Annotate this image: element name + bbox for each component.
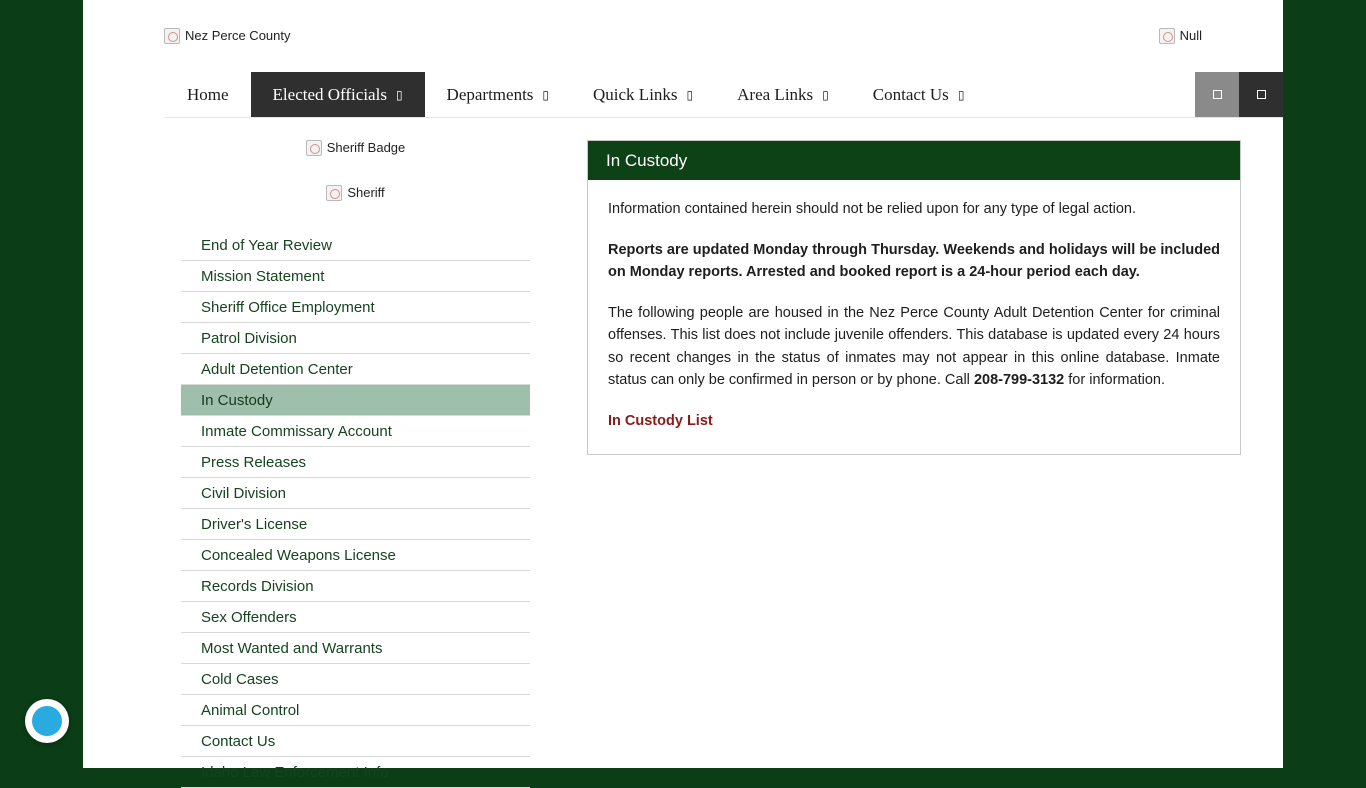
chevron-down-icon: ▯ bbox=[822, 87, 829, 102]
nav-search-button[interactable] bbox=[1195, 72, 1239, 117]
nav-item-contact-us[interactable] bbox=[851, 72, 987, 117]
accessibility-button[interactable] bbox=[25, 699, 69, 743]
site-logo[interactable] bbox=[164, 28, 291, 49]
sidebar-item-inmate-commissary-account[interactable]: Inmate Commissary Account bbox=[181, 416, 530, 447]
sidebar-item-in-custody[interactable]: In Custody bbox=[181, 385, 530, 416]
card-title: In Custody bbox=[588, 141, 1240, 180]
page-body bbox=[165, 118, 1283, 781]
broken-image-icon bbox=[326, 185, 342, 201]
in-custody-list-link-wrap bbox=[608, 410, 1220, 433]
update-notice-text: Reports are updated Monday through Thursday. Weekends and holidays will be included on Monday reports. Arrested and booked report is a 24-hour period each day. bbox=[608, 241, 1220, 280]
disclaimer-text: Information contained herein should not be relied upon for any type of legal action. bbox=[608, 201, 1136, 217]
sidebar-item-idaho-law-enforcement-info[interactable]: Idaho Law Enforcement Info bbox=[181, 757, 530, 788]
nav-item-departments[interactable] bbox=[425, 72, 571, 117]
sidebar-item-patrol-division[interactable]: Patrol Division bbox=[181, 323, 530, 354]
nav-item-label: Departments bbox=[446, 84, 534, 104]
description-text bbox=[608, 302, 1220, 392]
broken-image-icon bbox=[1159, 28, 1175, 44]
sheriff-alt-text: Sheriff bbox=[347, 185, 385, 200]
header-right-alt-text: Null bbox=[1179, 28, 1202, 43]
sheriff-badge-image bbox=[165, 118, 546, 161]
sidebar-item-concealed-weapons-license[interactable]: Concealed Weapons License bbox=[181, 540, 530, 571]
nav-spacer bbox=[986, 72, 1195, 117]
sidebar-item-mission-statement[interactable]: Mission Statement bbox=[181, 261, 530, 292]
page-canvas bbox=[83, 0, 1283, 781]
main-navigation bbox=[165, 72, 1283, 118]
sidebar-menu bbox=[165, 230, 546, 788]
sheriff-image bbox=[165, 161, 546, 206]
site-logo-alt-text: Nez Perce County bbox=[185, 28, 291, 43]
nav-item-area-links[interactable] bbox=[715, 72, 851, 117]
main-content bbox=[587, 140, 1241, 455]
search-icon bbox=[1213, 90, 1222, 99]
in-custody-list-link[interactable]: In Custody List bbox=[608, 412, 713, 429]
chevron-down-icon: ▯ bbox=[686, 87, 694, 102]
nav-item-label: Elected Officials bbox=[272, 84, 387, 104]
header-right-image bbox=[1159, 28, 1202, 49]
nav-item-label: Contact Us bbox=[872, 84, 949, 104]
nav-item-quick-links[interactable] bbox=[571, 72, 715, 117]
sidebar-item-sex-offenders[interactable]: Sex Offenders bbox=[181, 602, 530, 633]
chevron-down-icon: ▯ bbox=[957, 87, 965, 102]
sidebar bbox=[165, 118, 546, 788]
site-header bbox=[124, 0, 1242, 72]
nav-menu-button[interactable] bbox=[1239, 72, 1283, 117]
menu-icon bbox=[1257, 90, 1266, 99]
sidebar-item-sheriff-office-employment[interactable]: Sheriff Office Employment bbox=[181, 292, 530, 323]
sidebar-item-most-wanted-and-warrants[interactable]: Most Wanted and Warrants bbox=[181, 633, 530, 664]
accessibility-icon bbox=[32, 706, 62, 736]
sidebar-item-animal-control[interactable]: Animal Control bbox=[181, 695, 530, 726]
nav-item-label: Quick Links bbox=[593, 84, 678, 104]
broken-image-icon bbox=[306, 140, 322, 156]
nav-item-label: Area Links bbox=[737, 84, 814, 104]
site-inner bbox=[124, 0, 1242, 781]
sidebar-item-end-of-year-review[interactable]: End of Year Review bbox=[181, 230, 530, 261]
sidebar-item-records-division[interactable]: Records Division bbox=[181, 571, 530, 602]
sidebar-item-adult-detention-center[interactable]: Adult Detention Center bbox=[181, 354, 530, 385]
in-custody-card bbox=[587, 140, 1241, 455]
sidebar-item-contact-us[interactable]: Contact Us bbox=[181, 726, 530, 757]
sheriff-badge-alt-text: Sheriff Badge bbox=[326, 140, 406, 155]
nav-item-label: Home bbox=[187, 84, 229, 104]
broken-image-icon bbox=[164, 28, 180, 44]
card-body bbox=[588, 180, 1240, 454]
sidebar-item-press-releases[interactable]: Press Releases bbox=[181, 447, 530, 478]
chevron-down-icon: ▯ bbox=[542, 87, 550, 102]
sidebar-item-cold-cases[interactable]: Cold Cases bbox=[181, 664, 530, 695]
sidebar-item-civil-division[interactable]: Civil Division bbox=[181, 478, 530, 509]
description-part1: The following people are housed in the Nez Perce County Adult Detention Center for criminal offenses. This list does not include juvenile offenders. This database is updated every 24 hours so recent changes in the status of inmates may not appear in this online database. Inmate status can only be confirmed in person or by phone. Call bbox=[608, 304, 1220, 388]
phone-number: 208-799-3132 bbox=[973, 372, 1065, 388]
nav-item-home[interactable] bbox=[165, 72, 251, 117]
description-part2: for information. bbox=[1064, 372, 1165, 388]
sidebar-item-drivers-license[interactable]: Driver's License bbox=[181, 509, 530, 540]
chevron-down-icon: ▯ bbox=[395, 87, 403, 102]
nav-item-elected-officials[interactable] bbox=[251, 72, 425, 117]
